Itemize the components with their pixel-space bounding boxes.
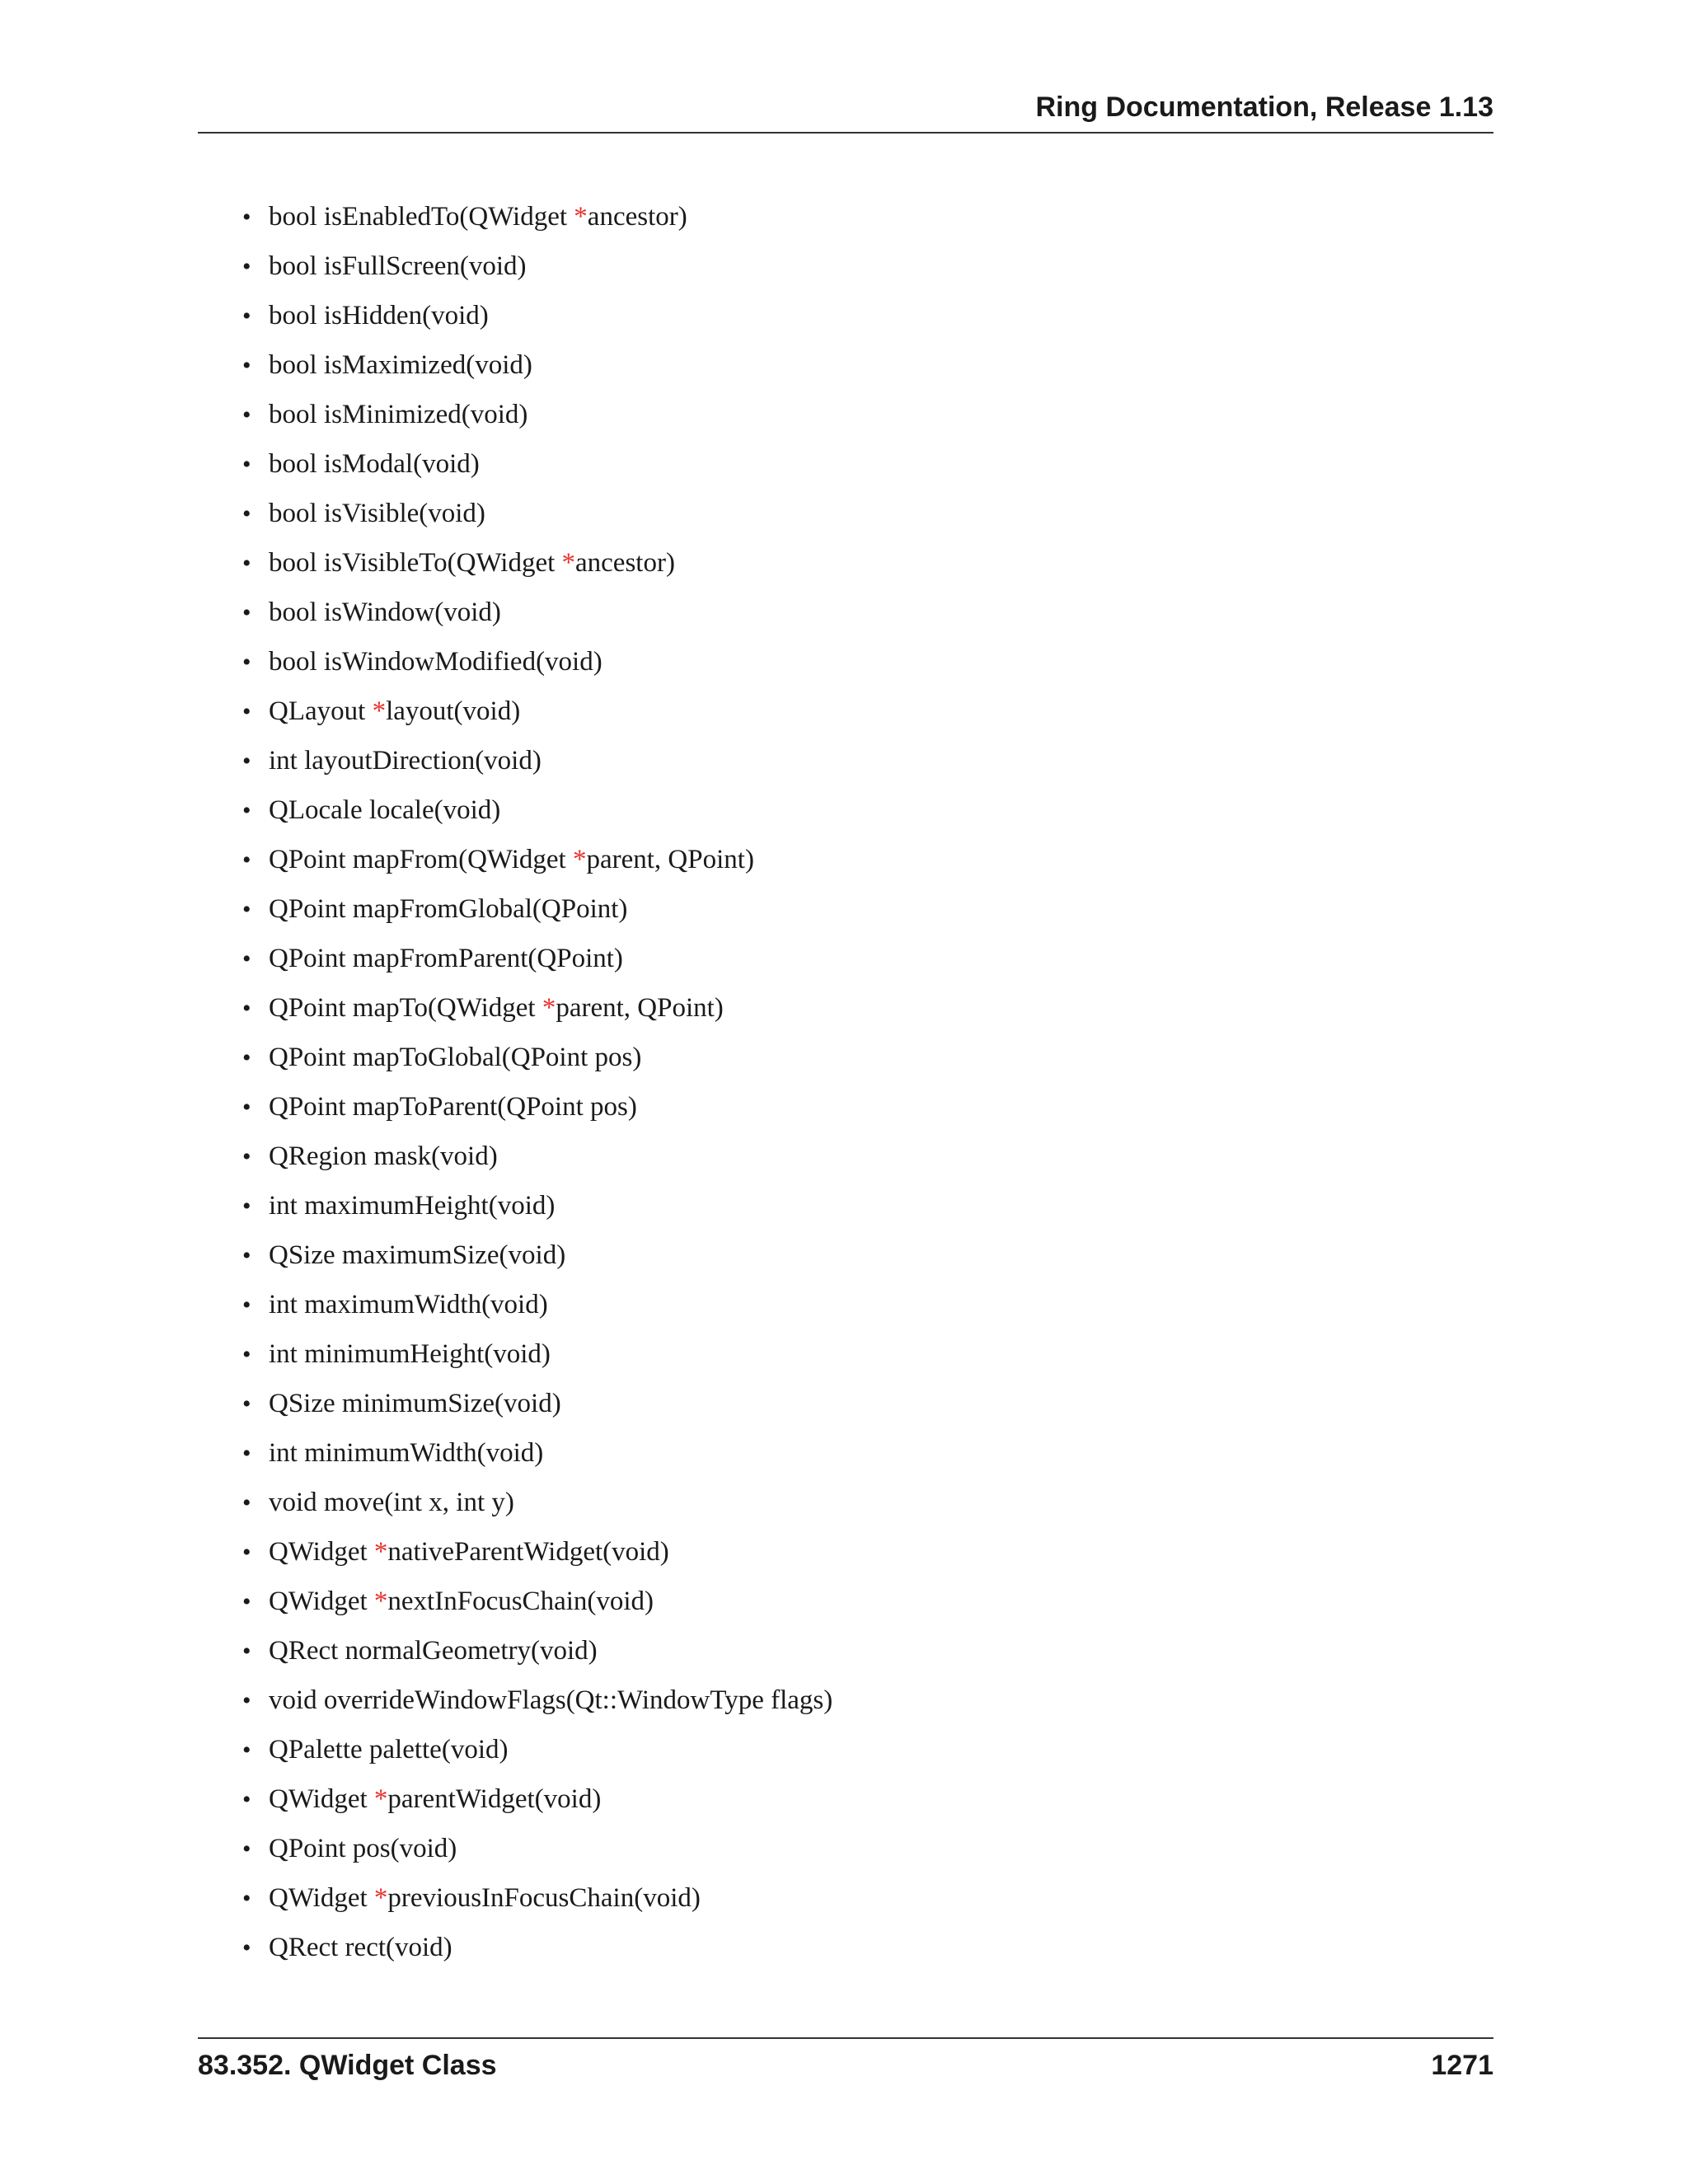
method-signature-text: QPoint mapFromParent(QPoint) xyxy=(269,944,623,973)
method-signature-text: QPoint mapToGlobal(QPoint pos) xyxy=(269,1043,642,1072)
bullet-marker: • xyxy=(242,253,251,280)
list-item xyxy=(242,395,832,444)
bullet-marker: • xyxy=(242,698,251,725)
method-signature-text: bool isFullScreen(void) xyxy=(269,251,527,281)
pointer-asterisk: * xyxy=(542,993,556,1023)
bullet-marker: • xyxy=(242,1588,251,1615)
pointer-asterisk: * xyxy=(572,845,587,874)
list-item xyxy=(242,543,832,593)
method-signature-text: QRect normalGeometry(void) xyxy=(269,1636,598,1666)
list-item xyxy=(242,1779,832,1829)
list-item xyxy=(242,889,832,939)
bullet-marker: • xyxy=(242,995,251,1022)
bullet-marker: • xyxy=(242,352,251,379)
method-signature-text: QWidget xyxy=(269,1883,374,1913)
bullet-marker: • xyxy=(242,1291,251,1319)
list-item xyxy=(242,790,832,840)
pointer-asterisk: * xyxy=(373,1586,388,1616)
list-item xyxy=(242,345,832,395)
bullet-marker: • xyxy=(242,945,251,972)
bullet-marker: • xyxy=(242,1440,251,1467)
list-item xyxy=(242,444,832,494)
bullet-marker: • xyxy=(242,1934,251,1961)
bullet-marker: • xyxy=(242,1736,251,1764)
bullet-marker: • xyxy=(242,1341,251,1368)
method-signature-text: int maximumHeight(void) xyxy=(269,1191,556,1221)
method-signature-text: bool isModal(void) xyxy=(269,449,480,479)
list-item xyxy=(242,1582,832,1631)
pointer-asterisk: * xyxy=(373,1537,388,1567)
bullet-marker: • xyxy=(242,599,251,626)
list-item xyxy=(242,840,832,889)
section-title: 83.352. QWidget Class xyxy=(198,2050,497,2081)
method-signature-text: parent, QPoint) xyxy=(586,845,754,874)
bullet-marker: • xyxy=(242,1390,251,1418)
list-item xyxy=(242,1631,832,1680)
bullet-marker: • xyxy=(242,797,251,824)
method-signature-text: nextInFocusChain(void) xyxy=(387,1586,654,1616)
list-item xyxy=(242,494,832,543)
bullet-marker: • xyxy=(242,846,251,874)
document-title: Ring Documentation, Release 1.13 xyxy=(1035,91,1493,123)
list-item xyxy=(242,197,832,246)
method-signature-text: previousInFocusChain(void) xyxy=(387,1883,701,1913)
pointer-asterisk: * xyxy=(561,548,576,578)
method-signature-text: int layoutDirection(void) xyxy=(269,746,542,776)
method-signature-text: QLayout xyxy=(269,696,373,726)
method-signature-text: bool isMaximized(void) xyxy=(269,350,532,380)
method-signature-text: QSize maximumSize(void) xyxy=(269,1240,566,1270)
pointer-asterisk: * xyxy=(373,1883,388,1913)
list-item xyxy=(242,1829,832,1878)
list-item xyxy=(242,296,832,345)
method-signature-text: bool isEnabledTo(QWidget xyxy=(269,202,574,232)
bullet-marker: • xyxy=(242,1638,251,1665)
method-signature-text: bool isVisibleTo(QWidget xyxy=(269,548,562,578)
method-signature-text: QPoint mapFromGlobal(QPoint) xyxy=(269,894,628,924)
page-footer xyxy=(198,2037,1493,2081)
method-signature-text: bool isWindow(void) xyxy=(269,598,501,627)
list-item xyxy=(242,1186,832,1235)
pointer-asterisk: * xyxy=(372,696,387,726)
bullet-marker: • xyxy=(242,649,251,676)
method-signature-text: parentWidget(void) xyxy=(387,1784,602,1814)
method-signature-text: void overrideWindowFlags(Qt::WindowType flags) xyxy=(269,1685,833,1715)
list-item xyxy=(242,1334,832,1384)
page-header xyxy=(198,87,1493,134)
bullet-marker: • xyxy=(242,550,251,577)
method-signature-text: QWidget xyxy=(269,1537,374,1567)
method-signature-text: QPoint pos(void) xyxy=(269,1834,457,1863)
bullet-marker: • xyxy=(242,1786,251,1813)
method-signature-text: nativeParentWidget(void) xyxy=(387,1537,669,1567)
bullet-marker: • xyxy=(242,1885,251,1912)
bullet-marker: • xyxy=(242,204,251,231)
list-item xyxy=(242,246,832,296)
method-signature-text: QLocale locale(void) xyxy=(269,795,501,825)
method-signature-text: int maximumWidth(void) xyxy=(269,1290,548,1319)
bullet-marker: • xyxy=(242,500,251,527)
list-item xyxy=(242,1038,832,1087)
list-item xyxy=(242,1532,832,1582)
list-item xyxy=(242,1433,832,1483)
method-signature-text: QSize minimumSize(void) xyxy=(269,1389,561,1418)
list-item xyxy=(242,642,832,691)
method-signature-text: bool isMinimized(void) xyxy=(269,400,528,429)
method-signature-text: QPoint mapTo(QWidget xyxy=(269,993,542,1023)
method-list xyxy=(242,197,832,1977)
bullet-marker: • xyxy=(242,748,251,775)
list-item xyxy=(242,1235,832,1285)
page-number: 1271 xyxy=(1431,2050,1493,2081)
list-item xyxy=(242,1285,832,1334)
method-signature-text: void move(int x, int y) xyxy=(269,1488,514,1517)
bullet-marker: • xyxy=(242,1094,251,1121)
bullet-marker: • xyxy=(242,1835,251,1863)
method-signature-text: QPoint mapFrom(QWidget xyxy=(269,845,573,874)
bullet-marker: • xyxy=(242,1242,251,1269)
method-signature-text: bool isHidden(void) xyxy=(269,301,489,330)
list-item xyxy=(242,939,832,988)
list-item xyxy=(242,1087,832,1137)
bullet-marker: • xyxy=(242,401,251,429)
bullet-marker: • xyxy=(242,1489,251,1516)
bullet-marker: • xyxy=(242,302,251,330)
method-signature-text: int minimumHeight(void) xyxy=(269,1339,551,1369)
method-signature-text: QRect rect(void) xyxy=(269,1933,452,1962)
method-signature-text: QPoint mapToParent(QPoint pos) xyxy=(269,1092,637,1122)
list-item xyxy=(242,1730,832,1779)
bullet-marker: • xyxy=(242,451,251,478)
list-item xyxy=(242,691,832,741)
method-signature-text: QWidget xyxy=(269,1784,374,1814)
pointer-asterisk: * xyxy=(373,1784,388,1814)
bullet-marker: • xyxy=(242,1687,251,1714)
list-item xyxy=(242,988,832,1038)
bullet-marker: • xyxy=(242,1193,251,1220)
method-signature-text: parent, QPoint) xyxy=(556,993,724,1023)
list-item xyxy=(242,1137,832,1186)
pointer-asterisk: * xyxy=(574,202,588,232)
list-item xyxy=(242,1680,832,1730)
bullet-marker: • xyxy=(242,896,251,923)
list-item xyxy=(242,1878,832,1928)
method-signature-text: QWidget xyxy=(269,1586,374,1616)
method-signature-text: int minimumWidth(void) xyxy=(269,1438,544,1468)
list-item xyxy=(242,1928,832,1977)
list-item xyxy=(242,741,832,790)
method-signature-text: ancestor) xyxy=(575,548,675,578)
method-signature-text: QRegion mask(void) xyxy=(269,1141,498,1171)
method-signature-text: ancestor) xyxy=(587,202,687,232)
list-item xyxy=(242,593,832,642)
list-item xyxy=(242,1384,832,1433)
method-signature-text: QPalette palette(void) xyxy=(269,1735,509,1765)
list-item xyxy=(242,1483,832,1532)
method-signature-text: bool isVisible(void) xyxy=(269,499,485,528)
method-signature-text: layout(void) xyxy=(386,696,521,726)
bullet-marker: • xyxy=(242,1044,251,1071)
bullet-marker: • xyxy=(242,1539,251,1566)
bullet-marker: • xyxy=(242,1143,251,1170)
method-signature-text: bool isWindowModified(void) xyxy=(269,647,603,677)
